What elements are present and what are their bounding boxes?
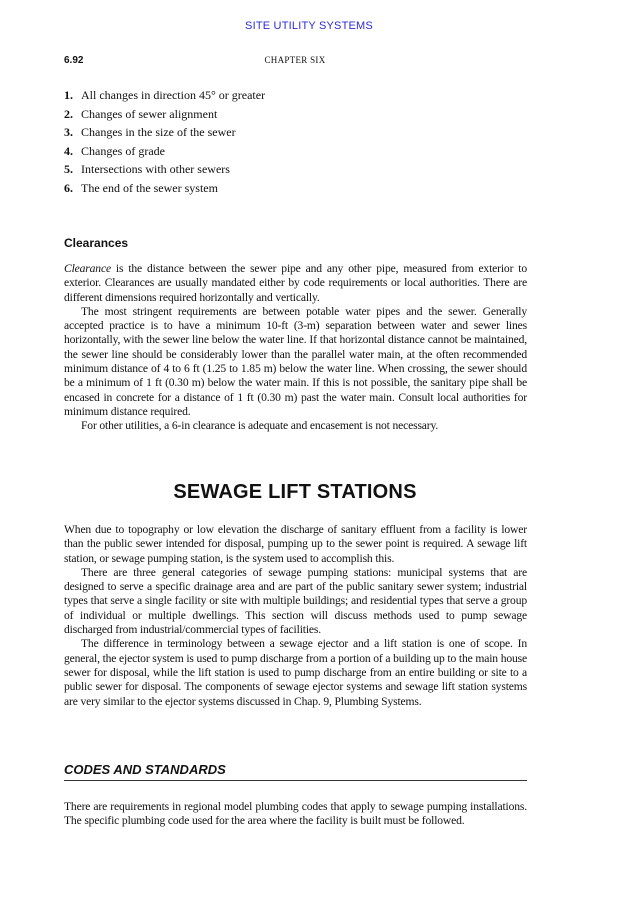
list-item-number: 5. — [64, 162, 73, 177]
lift-stations-paragraph-1: When due to topography or low elevation the discharge of sanitary effluent from a facility is lower than the public sewer intended for disposal, pumping up to the sewer point is required. A sewage lift station, or sewage pumping station, is the system used to accomplish this. — [64, 523, 527, 565]
list-item-text: Changes in the size of the sewer — [81, 125, 236, 140]
page-number: 6.92 — [64, 55, 84, 66]
codes-paragraph-1: There are requirements in regional model plumbing codes that apply to sewage pumping installations. The specific plumbing code used for the area where the facility is built must be followed. — [64, 800, 527, 828]
list-item-number: 4. — [64, 143, 73, 158]
list-item — [64, 179, 534, 198]
clearances-paragraph-3: For other utilities, a 6-in clearance is adequate and encasement is not necessary. — [81, 419, 439, 433]
list-item — [64, 142, 534, 161]
clearances-body — [64, 262, 527, 434]
list-item — [64, 86, 534, 105]
codes-body — [64, 800, 527, 829]
list-item-text: Changes of grade — [81, 143, 165, 158]
list-item-number: 6. — [64, 180, 73, 195]
lift-stations-paragraph-2: There are three general categories of sewage pumping stations: municipal systems that are designed to serve a specific drainage area and are part of the public sanitary sewer system; industrial types that serve a single facility or site with multiple buildings; and residential types that serve a group of individual or multiple dwellings. This section will discuss methods used to pump sewage discharged from industrial/commercial types of facilities. — [64, 565, 527, 637]
list-item-number: 1. — [64, 88, 73, 102]
chapter-label: CHAPTER SIX — [264, 55, 326, 65]
list-item-text: Changes of sewer alignment — [81, 106, 218, 121]
sewage-lift-stations-heading: SEWAGE LIFT STATIONS — [173, 481, 417, 503]
clearances-paragraph-2: The most stringent requirements are between potable water pipes and the sewer. Generally accepted practice is to have a minimum 10-ft (3-m) separation between water and sewer lines horizontally, with the sewer line below the water line. If that horizontal distance cannot be maintained, the sewer line should be considerably lower than the parallel water main, at the often recommended minimum distance of 4 to 6 ft (1.25 to 1.85 m) below the water line. When crossing, the sewer should be a minimum of 1 ft (0.30 m) below the water main. If this is not possible, the sanitary pipe shall be encased in concrete for a distance of 1 ft (0.30 m) past the water main. Consult local authorities for minimum distance required. — [64, 304, 527, 418]
running-head: SITE UTILITY SYSTEMS — [245, 20, 373, 32]
list-item — [64, 160, 534, 179]
lift-stations-body — [64, 523, 527, 709]
list-item-number: 2. — [64, 106, 73, 121]
clearances-paragraph-1 — [64, 262, 527, 305]
list-item-text: All changes in direction 45° or greater — [81, 88, 266, 102]
lift-stations-paragraph-3: The difference in terminology between a sewage ejector and a lift station is one of scope. In general, the ejector system is used to pump discharge from a portion of a building up to the main house sewer for disposal, while the lift station is used to pump discharge from an entire building or site to a public sewer for disposal. The components of sewage ejector systems and sewage lift station systems are very similar to the ejector systems discussed in Chap. 9, Plumbing Systems. — [64, 637, 527, 708]
codes-and-standards-heading: CODES AND STANDARDS — [64, 762, 527, 781]
numbered-list — [64, 86, 534, 198]
clearances-heading: Clearances — [64, 236, 129, 250]
list-item-text: Intersections with other sewers — [81, 162, 230, 177]
list-item-number: 3. — [64, 125, 73, 140]
list-item-text: The end of the sewer system — [81, 180, 218, 195]
list-item — [64, 105, 534, 124]
list-item — [64, 123, 534, 142]
clearances-paragraph-1-text: is the distance between the sewer pipe and any other pipe, measured from exterior to exterior. Clearances are usually mandated either by code requirements or local authorities. There are different dimensions required horizontally and vertically. — [64, 262, 527, 304]
clearance-term: Clearance — [64, 262, 111, 275]
